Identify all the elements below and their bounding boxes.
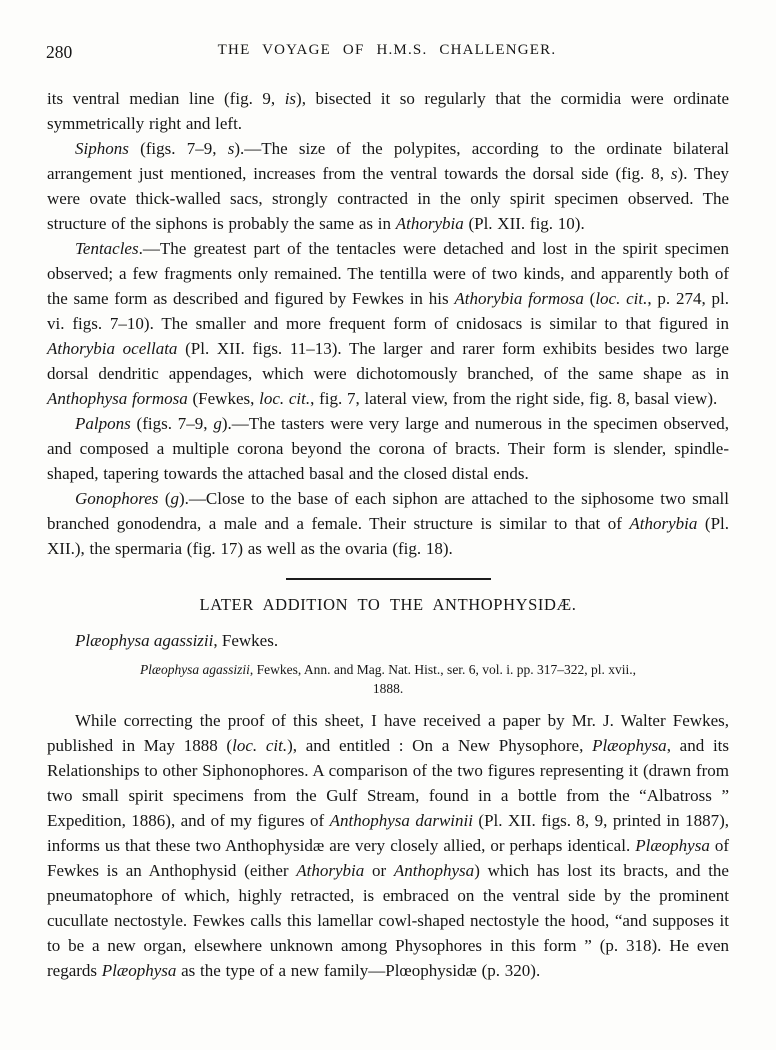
page-body (47, 86, 729, 983)
paragraph-tentacles: Tentacles.—The greatest part of the tentacles were detached and lost in the spirit specimen observed; a few fragments only remained. The tentilla were of two kinds, and apparently both of the same form as described and figured by Fewkes in his Athorybia formosa (loc. cit., p. 274, pl. vi. figs. 7–10). The smaller and more frequent form of cnidosacs is similar to that figured in Athorybia ocellata (Pl. XII. figs. 11–13). The larger and rarer form exhibits besides two large dorsal dendritic appendages, which were dichotomously branched, of the same shape as in Anthophysa formosa (Fewkes, loc. cit., fig. 7, lateral view, from the right side, fig. 8, basal view). (47, 239, 729, 408)
page-number: 280 (46, 42, 73, 62)
species-heading: Plæophysa agassizii, Fewkes. (75, 631, 279, 650)
citation-line: Plæophysa agassizii, Fewkes, Ann. and Mag. Nat. Hist., ser. 6, vol. i. pp. 317–322, pl. xvii., (139, 662, 637, 677)
page-header (46, 42, 728, 64)
running-title: THE VOYAGE OF H.M.S. CHALLENGER. (217, 42, 557, 58)
paragraph-gonophores: Gonophores (g).—Close to the base of each siphon are attached to the siphosome two small branched gonodendra, a male and a female. Their structure is similar to that of Athorybia (Pl. XII.), the spermaria (fig. 17) as well as the ovaria (fig. 18). (47, 489, 729, 558)
citation-year: 1888. (372, 681, 404, 696)
section-divider-rule (286, 578, 491, 580)
paragraph-later-addition: While correcting the proof of this sheet, I have received a paper by Mr. J. Walter Fewkes, published in May 1888 (loc. cit.), and entitled : On a New Physophore, Plæophysa, and its Relationships to other Siphonophores. A comparison of the two figures representing it (drawn from two small spirit specimens from the Gulf Stream, found in a bottle from the “Albatross ” Expedition, 1886), and of my figures of Anthophysa darwinii (Pl. XII. figs. 8, 9, printed in 1887), informs us that these two Anthophysidæ are very closely allied, or perhaps identical. Plæophysa of Fewkes is an Anthophysid (either Athorybia or Anthophysa) which has lost its bracts, and the pneumatophore of which, highly retracted, is embraced on the ventral side by the prominent cucullate nectostyle. Fewkes calls this lamellar cowl-shaped nectostyle the hood, “and supposes it to be a new organ, elsewhere unknown among Physophores in this form ” (p. 318). He even regards Plæophysa as the type of a new family—Plœophysidæ (p. 320). (47, 711, 730, 980)
paragraph-palpons: Palpons (figs. 7–9, g).—The tasters were very large and numerous in the specimen observed, and composed a multiple corona beyond the corona of bracts. Their form is slender, spindle-shaped, tapering towards the attached basal and the closed distal ends. (47, 414, 729, 483)
citation-block (47, 660, 729, 698)
paragraph-siphons: Siphons (figs. 7–9, s).—The size of the polypites, according to the ordinate bilateral arrangement just mentioned, increases from the ventral towards the dorsal side (fig. 8, s). They were ovate thick-walled sacs, strongly contracted in the only spirit specimen observed. The structure of the siphons is probably the same as in Athorybia (Pl. XII. fig. 10). (47, 139, 729, 233)
section-heading: LATER ADDITION TO THE ANTHOPHYSIDÆ. (199, 595, 577, 614)
paragraph-cormidia: its ventral median line (fig. 9, is), bisected it so regularly that the cormidia were ordinate symmetrically right and left. (47, 89, 729, 133)
